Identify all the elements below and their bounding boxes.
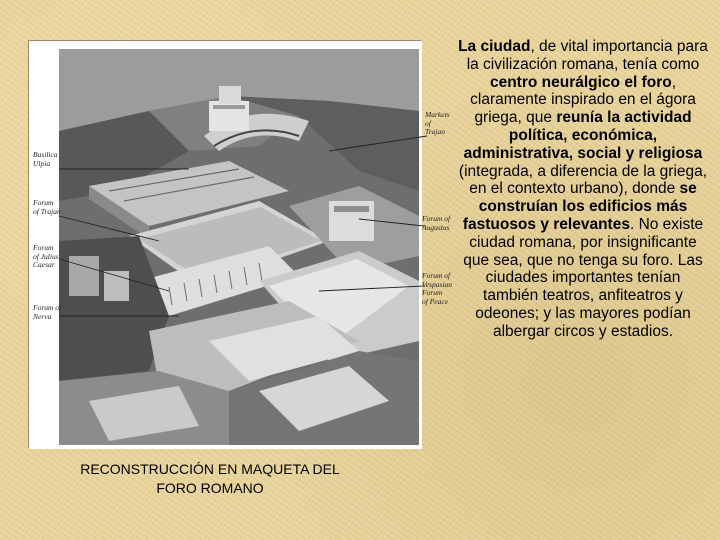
text-seg-8: . No existe ciudad romana, por insignificante que sea, que no tenga su foro. Las ciudades importantes tenían también teatros, anfiteatros y odeones; y las mayores podían albergar circos y estadios. xyxy=(463,215,704,340)
text-seg-2: , de vital importancia para la civilización romana, tenía como xyxy=(466,38,708,73)
label-forum-of-augustus: Forum of Augustus xyxy=(422,214,451,232)
text-emph-ciudad: La ciudad xyxy=(458,38,531,55)
text-emph-edificios: se construían los edificios más fastuosos y relevantes xyxy=(462,180,697,233)
text-seg-6: (integrada, a diferencia de la griega, en el contexto urbano), donde xyxy=(458,162,708,198)
label-forum-of-julius-caesar: Forum of Julius Caesar xyxy=(33,243,59,269)
label-forum-of-trajan: Forum of Trajan xyxy=(33,198,61,216)
label-forum-of-nerva: Forum of Nerva xyxy=(33,303,62,321)
text-emph-centro: centro neurálgico el foro xyxy=(489,73,672,91)
text-emph-actividad: reunía la actividad política, económica, administrativa, social y religiosa xyxy=(463,109,703,162)
label-forum-of-vespasian: Forum of Vespasian Forum of Peace xyxy=(422,271,452,306)
figure-caption xyxy=(60,460,360,498)
label-basilica-ulpia: Basilica Ulpia xyxy=(33,150,58,168)
label-markets-of-trajan: Markets of Trajan xyxy=(425,110,450,136)
text-seg-4: , claramente inspirado en el ágora griega, que xyxy=(470,73,696,127)
caption-line-1: RECONSTRUCCIÓN EN MAQUETA DEL xyxy=(80,461,340,477)
forum-model-image xyxy=(29,41,422,449)
caption-line-2: FORO ROMANO xyxy=(156,480,264,496)
description-paragraph xyxy=(458,38,708,341)
